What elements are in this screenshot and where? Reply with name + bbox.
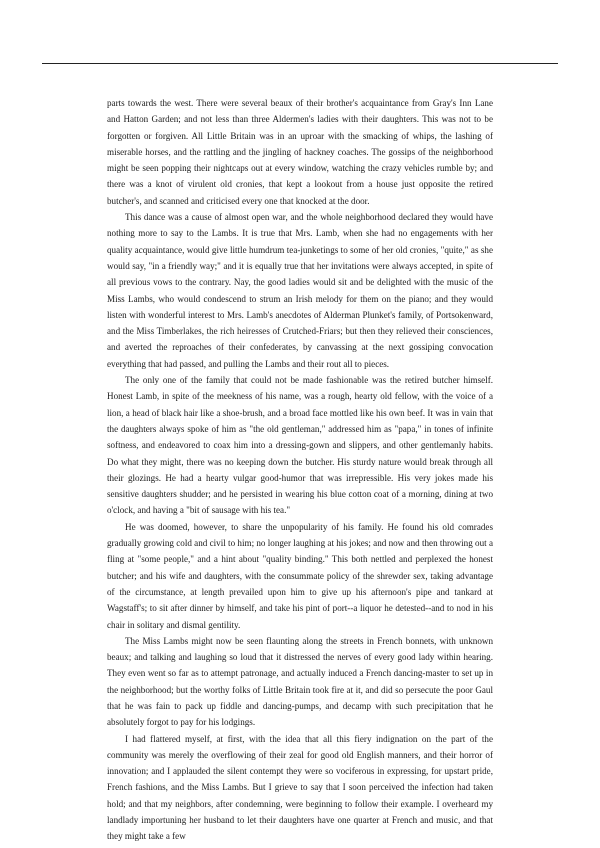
paragraph: The only one of the family that could not be made fashionable was the retired butcher himself. Honest Lamb, in spite of the meekness of his name, was a rough, hearty old fellow, with the voice of a lion, a head of black hair like a shoe-brush, and a broad face mottled like his own beef. It was in vain that the daughters always spoke of him as "the old gentleman," addressed him as "papa," in tones of infinite softness, and endeavored to coax him into a dressing-gown and slippers, and other gentlemanly habits. Do what they might, there was no keeping down the butcher. His sturdy nature would break through all their glozings. He had a hearty vulgar good-humor that was irrepressible. His very jokes made his sensitive daughters shudder; and he persisted in wearing his blue cotton coat of a morning, dining at two o'clock, and having a "bit of sausage with his tea." — [107, 375, 493, 516]
paragraph: This dance was a cause of almost open war, and the whole neighborhood declared they would have nothing more to say to the Lambs. It is true that Mrs. Lamb, when she had no engagements with her quality acquaintance, would give little humdrum tea-junketings to some of her old cronies, "quite," as she would say, "in a friendly way;" and it is equally true that her invitations were always accepted, in spite of all previous vows to the contrary. Nay, the good ladies would sit and be delighted with the music of the Miss Lambs, who would condescend to strum an Irish melody for them on the piano; and they would listen with wonderful interest to Mrs. Lamb's anecdotes of Alderman Plunket's family, of Portsokenward, and the Miss Timberlakes, the rich heiresses of Crutched-Friars; but then they relieved their consciences, and averted the reproaches of their confederates, by canvassing at the next gossiping convocation everything that had passed, and pulling the Lambs and their rout all to pieces. — [107, 212, 493, 369]
paragraph: I had flattered myself, at first, with the idea that all this fiery indignation on the part of the community was merely the overflowing of their zeal for good old English manners, and their horror of innovation; and I applauded the silent contempt they were so vociferous in expressing, for upstart pride, French fashions, and the Miss Lambs. But I grieve to say that I soon perceived the infection had taken hold; and that my neighbors, after condemning, were beginning to follow their example. I overheard my landlady importuning her husband to let their daughters have one quarter at French and music, and that they might take a few — [107, 733, 493, 842]
header-rule — [42, 63, 558, 64]
paragraph: parts towards the west. There were several beaux of their brother's acquaintance from Gray's Inn Lane and Hatton Garden; and not less than three Aldermen's ladies with their daughters. This was not to be forgotten or forgiven. All Little Britain was in an uproar with the smacking of whips, the lashing of miserable horses, and the rattling and the jingling of hackney coaches. The gossips of the neighborhood might be seen popping their nightcaps out at every window, watching the crazy vehicles rumble by; and there was a knot of virulent old cronies, that kept a lookout from a house just opposite the retired butcher's, and scanned and criticised every one that knocked at the door. — [107, 98, 493, 206]
paragraph: He was doomed, however, to share the unpopularity of his family. He found his old comrades gradually growing cold and civil to him; no longer laughing at his jokes; and now and then throwing out a fling at "some people," and a hint about "quality binding." This both nettled and perplexed the honest butcher; and his wife and daughters, with the consummate policy of the shrewder sex, taking advantage of the circumstance, at length prevailed upon him to give up his afternoon's pipe and tankard at Wagstaff's; to sit after dinner by himself, and take his pint of port--a liquor he detested--and to nod in his chair in solitary and dismal gentility. — [107, 521, 493, 630]
paragraph: The Miss Lambs might now be seen flaunting along the streets in French bonnets, with unknown beaux; and talking and laughing so loud that it distressed the nerves of every good lady within hearing. They even went so far as to attempt patronage, and actually induced a French dancing-master to set up in the neighborhood; but the worthy folks of Little Britain took fire at it, and did so persecute the poor Gaul that he was fain to pack up fiddle and dancing-pumps, and decamp with such precipitation that he absolutely forgot to pay for his lodgings. — [107, 635, 493, 728]
body-text — [107, 95, 493, 845]
